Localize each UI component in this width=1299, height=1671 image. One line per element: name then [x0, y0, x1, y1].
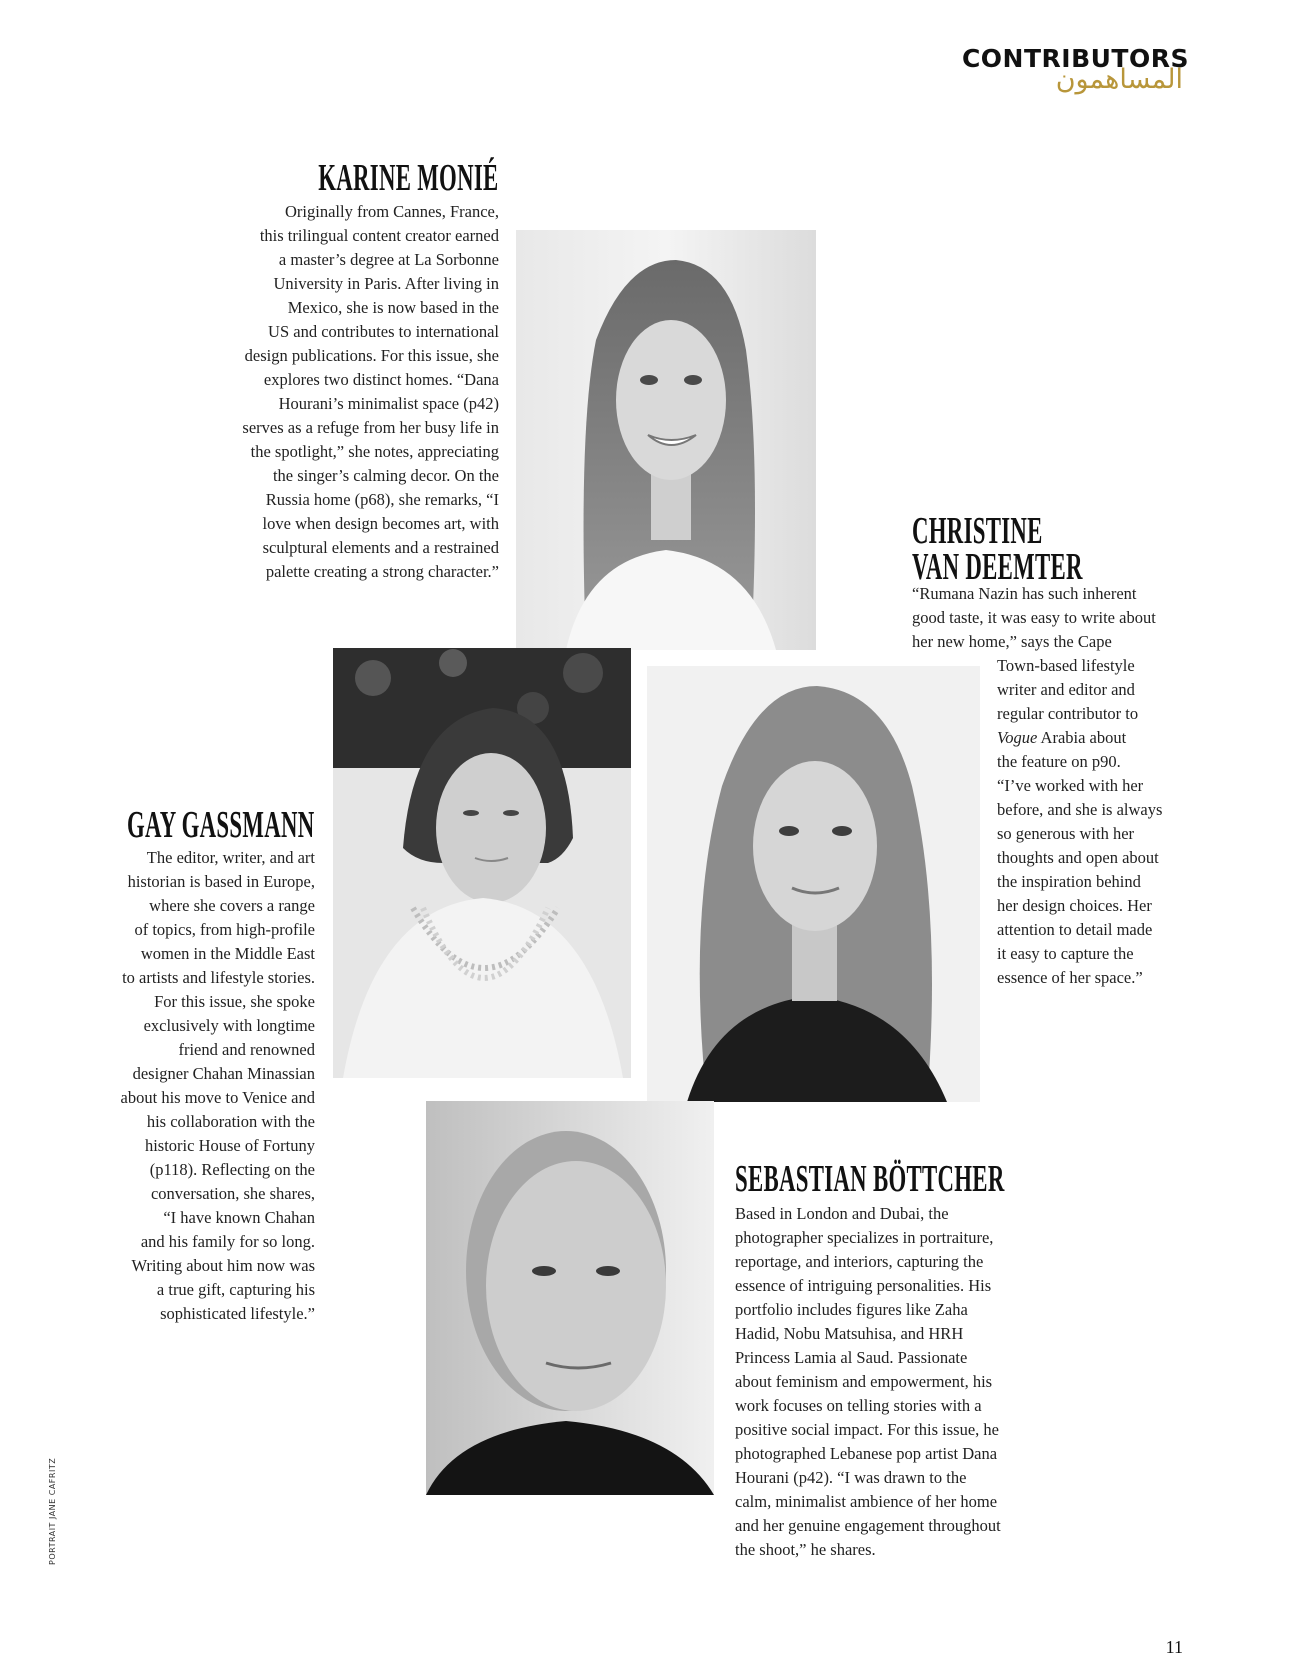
bio-line: photographer specializes in portraiture, [735, 1228, 994, 1247]
bio-line: explores two distinct homes. “Dana [263, 370, 499, 389]
contributor-name-christine-line1: CHRISTINE [912, 510, 1043, 552]
bio-line: regular contributor to [997, 704, 1139, 723]
bio-line: US and contributes to international [268, 322, 499, 341]
contributor-bio-gay [121, 846, 315, 1326]
bio-line: portfolio includes figures like Zaha [735, 1300, 968, 1319]
bio-line: positive social impact. For this issue, he [735, 1420, 999, 1439]
bio-line: good taste, it was easy to write about [912, 608, 1156, 627]
bio-line: “I’ve worked with her [997, 776, 1144, 795]
bio-line: essence of intriguing personalities. His [735, 1276, 992, 1295]
bio-line: Originally from Cannes, France, [285, 202, 499, 221]
bio-line: attention to detail made [997, 920, 1153, 939]
bio-line: Mexico, she is now based in the [287, 298, 499, 317]
photo-gay-gassmann [333, 648, 631, 1078]
section-title-arabic: المساهمون [1055, 64, 1183, 95]
bio-line: love when design becomes art, with [262, 514, 499, 533]
bio-line: exclusively with longtime [143, 1016, 315, 1035]
bio-line: historian is based in Europe, [127, 872, 315, 891]
bio-line: about feminism and empowerment, his [735, 1372, 993, 1391]
bio-line: historic House of Fortuny [144, 1136, 315, 1155]
bio-line: designer Chahan Minassian [132, 1064, 315, 1083]
bio-line: “I have known Chahan [163, 1208, 315, 1227]
bio-line: so generous with her [997, 824, 1135, 843]
bio-line: the feature on p90. [997, 752, 1121, 771]
bio-line: a true gift, capturing his [156, 1280, 315, 1299]
section-header [889, 45, 1189, 93]
bio-line: University in Paris. After living in [273, 274, 499, 293]
bio-line: the inspiration behind [997, 872, 1141, 891]
bio-line: For this issue, she spoke [154, 992, 315, 1011]
bio-line: her design choices. Her [997, 896, 1152, 915]
bio-line: serves as a refuge from her busy life in [242, 418, 499, 437]
contributor-name-karine: KARINE MONIÉ [318, 157, 499, 199]
bio-line: writer and editor and [997, 680, 1135, 699]
contributor-bio-karine [242, 200, 499, 584]
bio-line: to artists and lifestyle stories. [122, 968, 315, 987]
bio-line: conversation, she shares, [150, 1184, 315, 1203]
bio-line: (p118). Reflecting on the [149, 1160, 315, 1179]
bio-line: The editor, writer, and art [146, 848, 315, 867]
contributor-bio-christine-body [997, 654, 1162, 990]
bio-line: this trilingual content creator earned [259, 226, 499, 245]
bio-line: it easy to capture the [997, 944, 1134, 963]
photo-karine-monie [516, 230, 816, 650]
vogue-italic: Vogue [997, 728, 1038, 747]
page-number: 11 [1165, 1637, 1183, 1657]
bio-line: essence of her space.” [997, 968, 1143, 987]
bio-line: the singer’s calming decor. On the [272, 466, 499, 485]
photo-sebastian-bottcher [426, 1101, 714, 1495]
bio-line: calm, minimalist ambience of her home [735, 1492, 998, 1511]
bio-line: Russia home (p68), she remarks, “I [265, 490, 499, 509]
bio-line: where she covers a range [149, 896, 315, 915]
bio-line: about his move to Venice and [120, 1088, 315, 1107]
contributor-bio-sebastian [735, 1202, 1001, 1562]
bio-line: Writing about him now was [131, 1256, 315, 1275]
bio-line: Hadid, Nobu Matsuhisa, and HRH [735, 1324, 964, 1343]
contributor-name-christine-line2: VAN DEEMTER [912, 546, 1083, 588]
bio-line: “Rumana Nazin has such inherent [912, 584, 1137, 603]
bio-line: friend and renowned [178, 1040, 315, 1059]
bio-line: before, and she is always [997, 800, 1163, 819]
contributor-name-sebastian: SEBASTIAN BÖTTCHER [735, 1158, 1005, 1200]
bio-line: reportage, and interiors, capturing the [735, 1252, 984, 1271]
bio-line: his collaboration with the [146, 1112, 315, 1131]
bio-line: palette creating a strong character.” [265, 562, 499, 581]
bio-line: photographed Lebanese pop artist Dana [735, 1444, 998, 1463]
bio-line: her new home,” says the Cape [912, 632, 1112, 651]
bio-line: Town-based lifestyle [997, 656, 1135, 675]
contributor-name-gay: GAY GASSMANN [127, 804, 315, 846]
photo-credit: PORTRAIT JANE CAFRITZ [48, 1457, 57, 1565]
bio-line: Princess Lamia al Saud. Passionate [735, 1348, 968, 1367]
bio-line: work focuses on telling stories with a [735, 1396, 982, 1415]
bio-line: the shoot,” he shares. [735, 1540, 876, 1559]
bio-line: sophisticated lifestyle.” [160, 1304, 315, 1323]
bio-line: and his family for so long. [140, 1232, 315, 1251]
bio-line: women in the Middle East [140, 944, 315, 963]
bio-line: and her genuine engagement throughout [735, 1516, 1001, 1535]
bio-line: Based in London and Dubai, the [735, 1204, 949, 1223]
bio-line: design publications. For this issue, she [244, 346, 499, 365]
bio-line: thoughts and open about [997, 848, 1159, 867]
contributor-bio-christine-intro [912, 582, 1156, 654]
bio-line: Hourani (p42). “I was drawn to the [735, 1468, 967, 1487]
bio-line: sculptural elements and a restrained [262, 538, 499, 557]
photo-christine-van-deemter [647, 666, 980, 1102]
bio-line: a master’s degree at La Sorbonne [278, 250, 499, 269]
bio-line-vogue: Vogue Arabia about [997, 728, 1127, 747]
bio-line: of topics, from high-profile [134, 920, 315, 939]
bio-line: the spotlight,” she notes, appreciating [250, 442, 499, 461]
bio-line: Hourani’s minimalist space (p42) [278, 394, 499, 413]
section-title: CONTRIBUTORS [961, 44, 1189, 73]
